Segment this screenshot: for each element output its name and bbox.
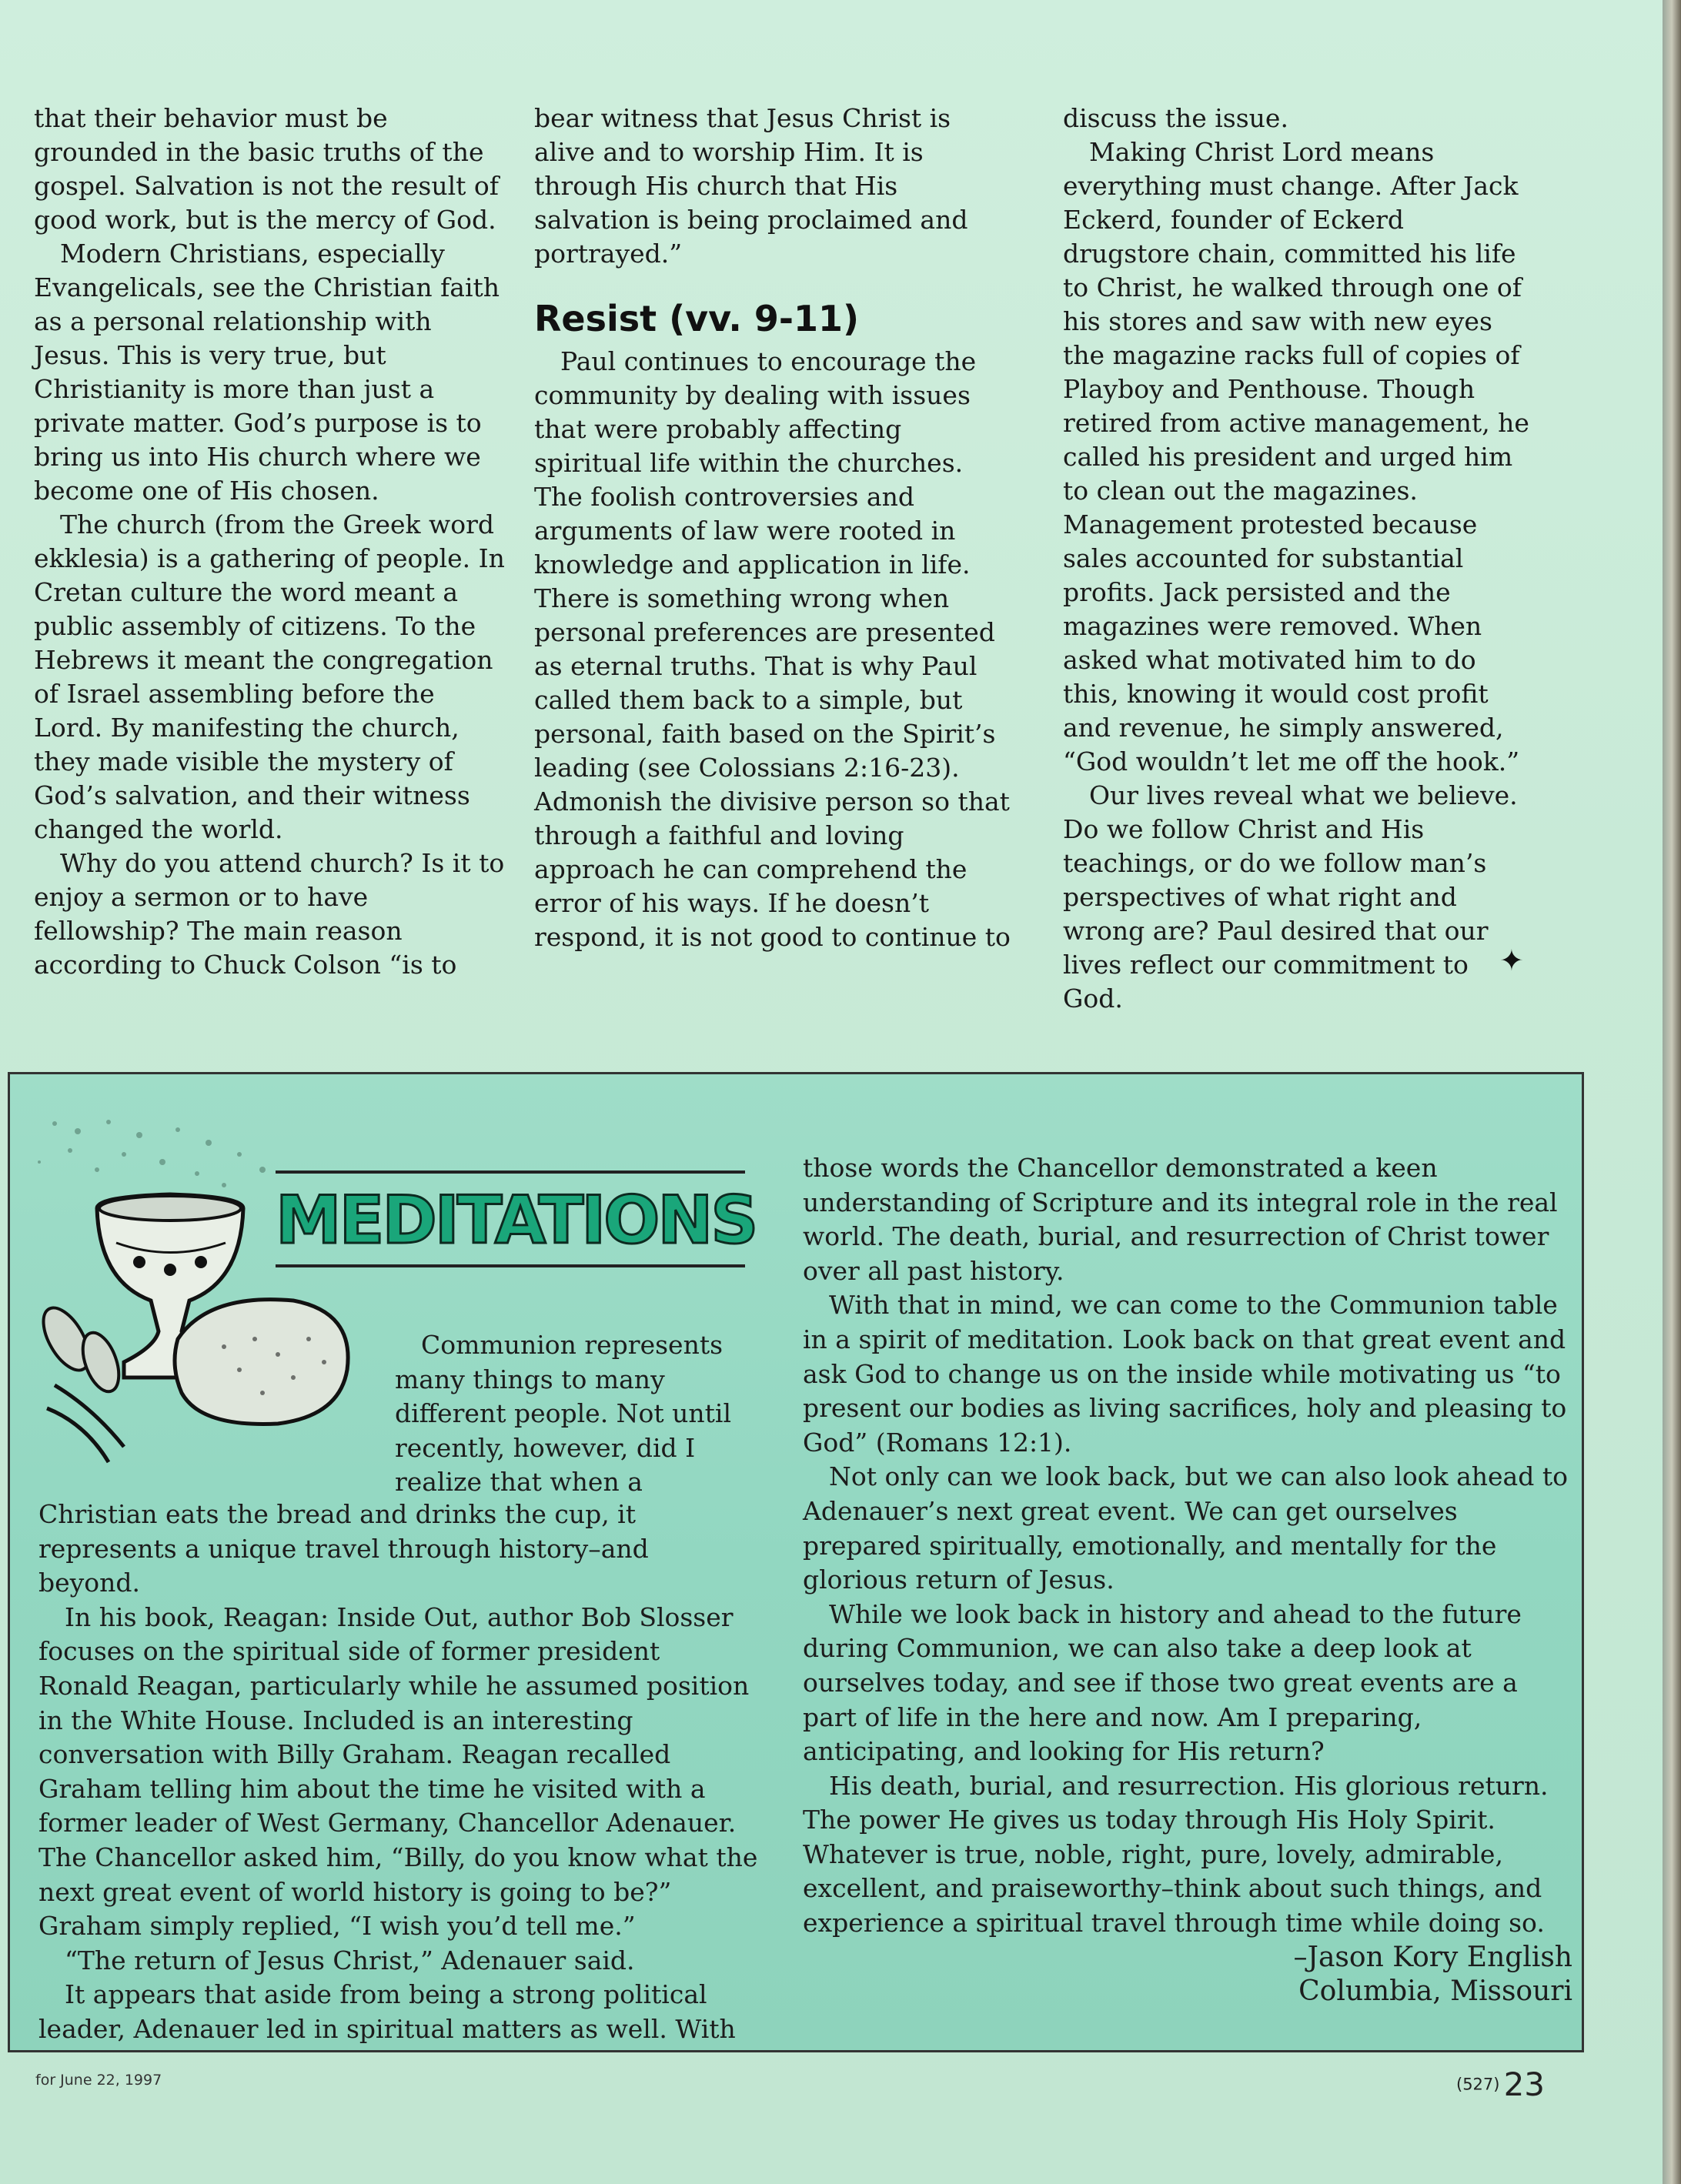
paragraph: It appears that aside from being a strong political leader, Adenauer led in spiritual matters as well. With [38,1979,736,2044]
meditations-right-column [803,1151,1572,2009]
article-column-2 [534,102,1011,954]
paragraph: Not only can we look back, but we can also look ahead to Adenauer’s next great event. We can get ourselves prepared spiritually, emotionally, and mentally for the glorious return of Jesus. [803,1461,1568,1595]
paragraph: Our lives reveal what we believe. Do we follow Christ and His teachings, or do we follow man’s perspectives of what right and wrong are? Paul desired that our lives reflect our commitment to God. [1063,780,1518,1014]
meditations-intro [395,1328,757,1500]
paragraph: discuss the issue. [1063,103,1288,133]
paragraph: In his book, Reagan: Inside Out, author Bob Slosser focuses on the spiritual side of former president Ronald Reagan, particularly while he assumed position in the White House. Included is an interesting conversation with Billy Graham. Reagan recalled Graham telling him about the time he visited with a former leader of West Germany, Chancellor Adenauer. The Chancellor asked him, “Billy, do you know what the next great event of world history is going to be?” Graham simply replied, “I wish you’d tell me.” [38,1601,758,1942]
issue-date: for June 22, 1997 [35,2072,162,2089]
meditations-masthead [276,1170,757,1269]
page-edge [1663,0,1681,2184]
paragraph: With that in mind, we can come to the Communion table in a spirit of meditation. Look back on that great event and ask God to change us on the inside while motivating us “to present our bodies as living sacrifices, holy and pleasing to God” (Romans 12:1). [803,1290,1567,1458]
signature-name: –Jason Kory English [1293,1941,1572,1973]
paragraph: Christian eats the bread and drinks the cup, it represents a unique travel through history–and beyond. [38,1499,649,1598]
paragraph: “The return of Jesus Christ,” Adenauer said. [65,1945,635,1975]
masthead-rule-top [276,1170,745,1174]
meditations-title: MEDITATIONS [276,1182,757,1259]
page-number-block [1456,2065,1545,2103]
paragraph: bear witness that Jesus Christ is alive and to worship Him. It is through His church that His salvation is being proclaimed and portrayed.” [534,103,968,269]
section-heading: Resist (vv. 9-11) [534,298,860,339]
paragraph: Making Christ Lord means everything must change. After Jack Eckerd, founder of Eckerd drugstore chain, committed his life to Christ, he walked through one of his stores and saw with new eyes the magazine racks full of copies of Playboy and Penthouse. Though retired from active management, he called his president and urged him to clean out the magazines. Management protested because sales accounted for substantial profits. Jack persisted and the magazines were removed. When asked what motivated him to do this, knowing it would cost profit and revenue, he simply answered, “God wouldn’t let me off the hook.” [1063,137,1529,776]
meditations-box [8,1072,1584,2052]
communion-cup-bread-icon [24,1108,363,1470]
paragraph: Why do you attend church? Is it to enjoy a sermon or to have fellowship? The main reason according to Chuck Colson “is to [34,848,505,980]
masthead-rule-bottom [276,1264,745,1267]
paragraph: Communion represents many things to many different people. Not until recently, however, did I realize that when a [395,1330,732,1498]
paragraph: Modern Christians, especially Evangelicals, see the Christian faith as a personal relationship with Jesus. This is very true, but Christianity is more than just a private matter. God’s purpose is to bring us into His church where we become one of His chosen. [34,239,500,506]
running-number: (527) [1456,2075,1500,2094]
signature-place: Columbia, Missouri [1298,1975,1572,2007]
article-column-1 [34,102,511,982]
page-number: 23 [1503,2065,1546,2103]
end-of-article-icon: ✦ [1499,943,1524,977]
paragraph: While we look back in history and ahead to the future during Communion, we can also take a deep look at ourselves today, and see if those two great events are a part of life in the here and now. Am I preparing, anticipating, and looking for His return? [803,1598,1522,1767]
paragraph: those words the Chancellor demonstrated a keen understanding of Scripture and its integral role in the real world. The death, burial, and resurrection of Christ tower over all past history. [803,1153,1558,1286]
paragraph: The church (from the Greek word ekklesia) is a gathering of people. In Cretan culture the word meant a public assembly of citizens. To the Hebrews it meant the congregation of Israel assembling before the Lord. By manifesting the church, they made visible the mystery of God’s salvation, and their witness changed the world. [34,509,505,844]
paragraph: Paul continues to encourage the community by dealing with issues that were probably affecting spiritual life within the churches. The foolish controversies and arguments of law were rooted in knowledge and application in life. There is something wrong when personal preferences are presented as eternal truths. That is why Paul called them back to a simple, but personal, faith based on the Spirit’s leading (see Colossians 2:16-23). Admonish the divisive person so that through a faithful and loving approach he can comprehend the error of his ways. If he doesn’t respond, it is not good to continue to [534,346,1011,952]
meditations-left-column [38,1498,758,2047]
paragraph: His death, burial, and resurrection. His glorious return. The power He gives us today through His Holy Spirit. Whatever is true, noble, right, pure, lovely, admirable, excellent, and praiseworthy–think about such things, and experience a spiritual travel through time while doing so. [803,1770,1549,1939]
paragraph: that their behavior must be grounded in the basic truths of the gospel. Salvation is not the result of good work, but is the mercy of God. [34,103,499,235]
article-column-3 [1063,102,1532,1016]
